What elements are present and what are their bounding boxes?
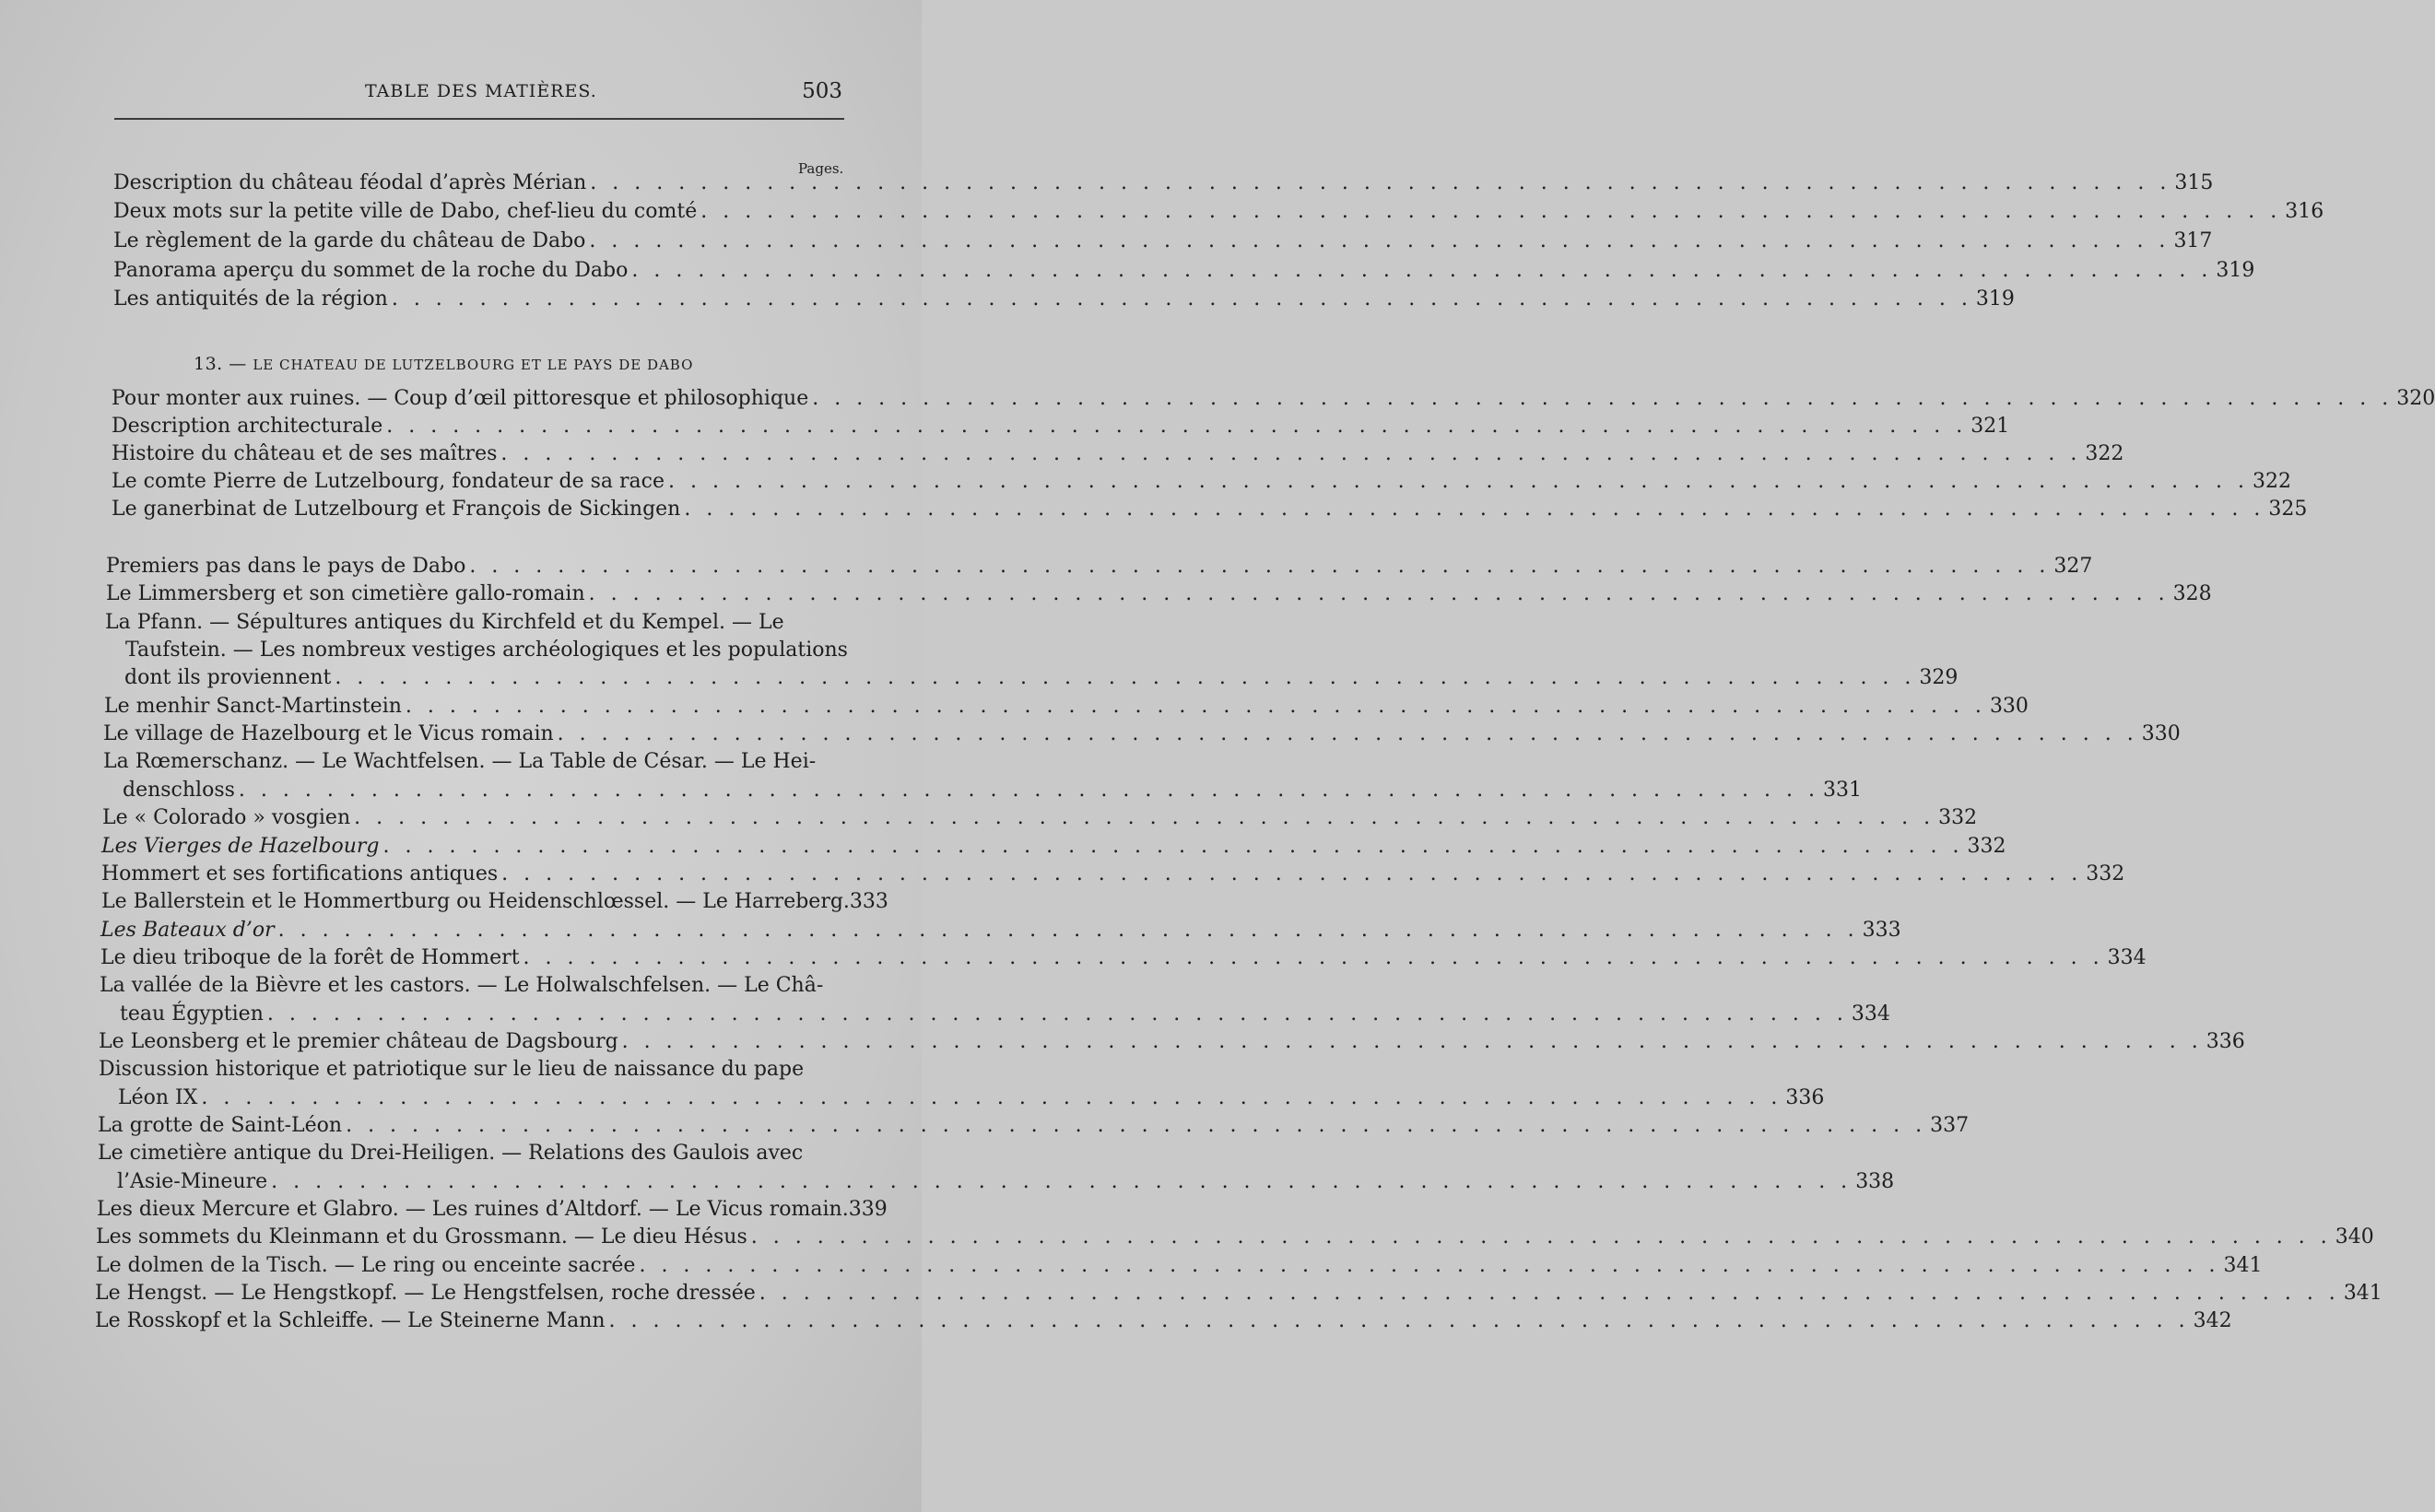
toc-entry-text: Discussion historique et patriotique sur le lieu de naissance du pape (99, 1058, 805, 1081)
section-title: LE CHATEAU DE LUTZELBOURG ET LE PAYS DE DABO (253, 357, 694, 373)
section-heading (194, 354, 693, 374)
dot-leader (271, 1168, 1852, 1196)
toc-page-number: 330 (2141, 722, 2181, 745)
toc-line (113, 198, 2324, 226)
dot-leader (558, 721, 2138, 748)
toc-entry-text: Le comte Pierre de Lutzelbourg, fondateur de sa race (112, 470, 665, 493)
toc-entry-text: Le ganerbinat de Lutzelbourg et François de Sickingen (112, 498, 681, 521)
toc-line (103, 748, 840, 776)
toc-line (104, 693, 2029, 721)
toc-line (96, 1252, 2263, 1280)
toc-line (100, 944, 2147, 972)
toc-entry-text: Le Hengst. — Le Hengstkopf. — Le Hengstfelsen, roche dressée (95, 1282, 756, 1305)
toc-entry-text: Le Leonsberg et le premier château de Dagsbourg (99, 1030, 618, 1053)
dot-leader (500, 440, 2081, 468)
toc-line (113, 286, 2015, 313)
toc-page-number: 342 (2193, 1309, 2232, 1332)
toc-entry-text: l’Asie-Mineure (117, 1170, 268, 1193)
toc-line (97, 1196, 888, 1224)
pages-column-label: Pages. (798, 160, 844, 177)
dot-leader (589, 580, 2170, 608)
toc-entry-text: La grotte de Saint-Léon (98, 1114, 343, 1137)
toc-page-number: 341 (2343, 1282, 2382, 1305)
running-title: TABLE DES MATIÈRES. (365, 81, 597, 101)
toc-line (117, 1168, 1895, 1196)
toc-line (99, 1028, 2245, 1056)
toc-page-number: 332 (1967, 835, 2006, 858)
toc-entry-text: La Pfann. — Sépultures antiques du Kirchfeld et du Kempel. — Le (105, 611, 784, 634)
toc-line (98, 1140, 838, 1167)
toc-line (103, 721, 2181, 748)
dot-leader (392, 286, 1972, 313)
dot-leader (590, 170, 2170, 197)
dot-leader (267, 1001, 1848, 1028)
toc-page-number: 331 (1822, 779, 1862, 802)
toc-page-number: 329 (1919, 666, 1959, 689)
dot-leader (759, 1280, 2340, 1307)
page-number: 503 (802, 79, 842, 103)
running-head (0, 81, 922, 109)
toc-entry-text: Pour monter aux ruines. — Coup d’œil pittoresque et philosophique (112, 387, 809, 410)
dot-leader (668, 468, 2249, 496)
toc-entry-text: Taufstein. — Les nombreux vestiges archéologiques et les populations (125, 639, 848, 662)
toc-line (95, 1280, 2382, 1307)
toc-line (106, 580, 2212, 608)
dot-leader (639, 1252, 2219, 1280)
dot-leader (609, 1307, 2190, 1335)
header-rule (114, 118, 844, 120)
toc-page-number: 317 (2173, 229, 2213, 252)
toc-entry-text: Description architecturale (112, 415, 383, 438)
dot-leader (386, 413, 1967, 440)
toc-line (112, 468, 2292, 496)
toc-page-number: 341 (2223, 1254, 2263, 1277)
toc-line (100, 917, 1901, 944)
toc-entry-text: Léon IX (118, 1086, 198, 1109)
toc-line (125, 637, 848, 664)
section-number: 13. — (194, 354, 247, 374)
dot-leader (201, 1084, 1782, 1112)
toc-line (112, 496, 2308, 523)
dot-leader (684, 496, 2264, 523)
toc-page-number: 327 (2053, 555, 2093, 578)
toc-page-number: 340 (2335, 1225, 2374, 1248)
toc-page-number: 339 (848, 1198, 888, 1221)
toc-line (112, 440, 2124, 468)
dot-leader (812, 385, 2393, 413)
toc-line (113, 257, 2255, 285)
toc-entry-text: Description du château féodal d’après Mérian (113, 171, 587, 194)
toc-line (98, 1112, 1970, 1140)
toc-entry-text: dont ils proviennent (124, 666, 332, 689)
toc-line (100, 972, 839, 1000)
toc-entry-text: Les sommets du Kleinmann et du Grossmann. — Le dieu Hésus (96, 1225, 747, 1248)
toc-page-number: 316 (2285, 200, 2324, 223)
toc-page-number: 330 (1989, 695, 2029, 718)
toc-entry-text: Le cimetière antique du Drei-Heiligen. — Relations des Gaulois avec (98, 1142, 804, 1165)
dot-leader (523, 944, 2104, 972)
toc-page-number: 333 (1862, 919, 1901, 942)
toc-page-number: 319 (2216, 259, 2255, 282)
toc-entry-text: Les Vierges de Hazelbourg (101, 835, 380, 858)
toc-line (118, 1084, 1825, 1112)
toc-line (101, 833, 2006, 861)
toc-entry-text: La Rœmerschanz. — Le Wachtfelsen. — La Table de César. — Le Hei- (103, 750, 817, 773)
toc-entry-text: Panorama aperçu du sommet de la roche du Dabo (113, 259, 629, 282)
dot-leader (383, 833, 1964, 861)
dot-leader (751, 1224, 2332, 1251)
toc-entry-text: Le menhir Sanct-Martinstein (104, 695, 402, 718)
toc-page-number: 338 (1855, 1170, 1895, 1193)
dot-leader (501, 861, 2082, 888)
toc-line (101, 888, 888, 916)
dot-leader (335, 664, 1915, 692)
toc-entry-text: Hommert et ses fortifications antiques (101, 862, 499, 885)
toc-page-number: 319 (1975, 287, 2015, 311)
toc-line (112, 385, 2435, 413)
toc-entry-text: Le village de Hazelbourg et le Vicus romain (103, 722, 554, 745)
toc-entry-text: Histoire du château et de ses maîtres (112, 442, 498, 465)
toc-entry-text: Le dieu triboque de la forêt de Hommert (100, 946, 520, 969)
dot-leader (589, 228, 2170, 255)
toc-line (105, 609, 841, 637)
dot-leader (406, 693, 1986, 721)
toc-entry-text: Premiers pas dans le pays de Dabo (106, 555, 466, 578)
dot-leader (239, 777, 1819, 804)
toc-page-number: 325 (2268, 498, 2308, 521)
toc-entry-text: Le Limmersberg et son cimetière gallo-romain (106, 582, 585, 605)
toc-entry-text: Deux mots sur la petite ville de Dabo, chef-lieu du comté (113, 200, 698, 223)
toc-page-number: 315 (2174, 171, 2214, 194)
toc-line (96, 1224, 2374, 1251)
dot-leader (278, 917, 1859, 944)
toc-page-number: 322 (2085, 442, 2124, 465)
toc-entry-text: denschloss (123, 779, 235, 802)
toc-page-number: 337 (1930, 1114, 1970, 1137)
toc-page-number: 332 (2086, 862, 2125, 885)
dot-leader (622, 1028, 2203, 1056)
toc-page-number: 336 (1785, 1086, 1825, 1109)
toc-entry-text: Le dolmen de la Tisch. — Le ring ou enceinte sacrée (96, 1254, 636, 1277)
toc-page-number: 322 (2253, 470, 2292, 493)
toc-line (106, 553, 2093, 580)
toc-page-number: 334 (2107, 946, 2147, 969)
toc-entry-text: teau Égyptien (120, 1002, 264, 1026)
dot-leader (354, 804, 1935, 832)
toc-page-number: 320 (2396, 387, 2435, 410)
toc-entry-text: Le règlement de la garde du château de Dabo (113, 229, 586, 252)
toc-page-number: 336 (2206, 1030, 2245, 1053)
toc-entry-text: Le Rosskopf et la Schleiffe. — Le Steinerne Mann (95, 1309, 606, 1332)
toc-line (112, 413, 2010, 440)
toc-page-number: 334 (1851, 1002, 1890, 1026)
toc-line (101, 861, 2125, 888)
toc-entry-text: Les Bateaux d’or (100, 919, 275, 942)
dot-leader (631, 257, 2212, 285)
toc-entry-text: La vallée de la Bièvre et les castors. — Le Holwalschfelsen. — Le Châ- (100, 974, 824, 997)
dot-leader (700, 198, 2281, 226)
toc-line (113, 228, 2213, 255)
toc-line (123, 777, 1862, 804)
dot-leader (469, 553, 2050, 580)
toc-line (120, 1001, 1890, 1028)
toc-page-number: 328 (2172, 582, 2212, 605)
toc-line (124, 664, 1959, 692)
toc-entry-text: Les antiquités de la région (113, 287, 388, 311)
toc-line (95, 1307, 2232, 1335)
toc-line (102, 804, 1978, 832)
toc-line (113, 170, 2214, 197)
toc-entry-text: Le « Colorado » vosgien (102, 806, 351, 829)
toc-page-number: 332 (1938, 806, 1978, 829)
toc-page-number: 321 (1970, 415, 2010, 438)
dot-leader (346, 1112, 1926, 1140)
toc-entry-text: Les dieux Mercure et Glabro. — Les ruines d’Altdorf. — Le Vicus romain. (97, 1198, 849, 1221)
toc-entry-text: Le Ballerstein et le Hommertburg ou Heidenschlœssel. — Le Harreberg. (101, 890, 850, 913)
toc-line (99, 1056, 838, 1084)
toc-page-number: 333 (849, 890, 888, 913)
